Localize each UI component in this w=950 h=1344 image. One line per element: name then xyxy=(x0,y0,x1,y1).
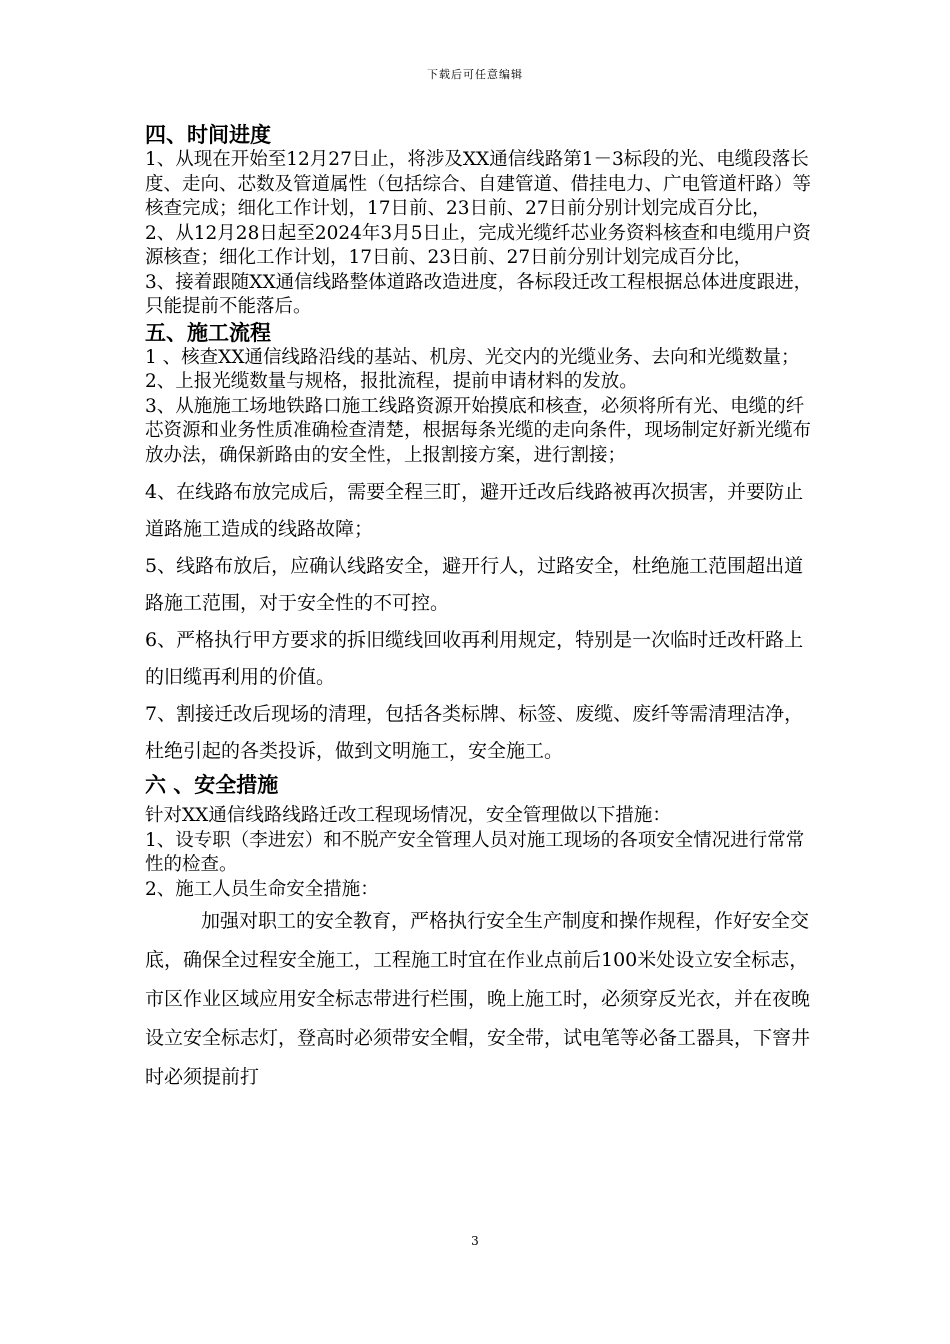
safety-intro: 针对XX通信线路线路迁改工程现场情况，安全管理做以下措施： xyxy=(145,805,671,826)
section-title-safety: 六 、安全措施 xyxy=(145,773,279,797)
document-body xyxy=(145,122,815,1097)
process-item-3: 3、从施施工场地铁路口施工线路资源开始摸底和核查，必须将所有光、电缆的纤芯资源和业务性质准确检查清楚，根据每条光缆的走向条件，现场制定好新光缆布放办法，确保新路由的安全性，上报割接方案，进行割接； xyxy=(145,395,812,466)
safety-item-2: 2、施工人员生命安全措施： xyxy=(145,878,379,900)
page-number: 3 xyxy=(471,1234,479,1248)
schedule-item-3: 3、接着跟随XX通信线路整体道路改造进度，各标段迁改工程根据总体进度跟进，只能提前不能落后。 xyxy=(145,271,813,317)
process-item-2: 2、上报光缆数量与规格，报批流程，提前申请材料的发放。 xyxy=(145,371,638,392)
schedule-item-1: 1、从现在开始至12月27日止，将涉及XX通信线路第1－3标段的光、电缆段落长度、走向、芯数及管道属性（包括综合、自建管道、借挂电力、广电管道杆路）等核查完成；细化工作计划，17日前、23日前、27日前分别计划完成百分比， xyxy=(145,149,812,219)
safety-body-paragraph: 加强对职工的安全教育，严格执行安全生产制度和操作规程，作好安全交底，确保全过程安全施工，工程施工时宜在作业点前后100米处设立安全标志，市区作业区域应用安全标志带进行栏围，晚上施工时，必须穿反光衣，并在夜晚设立安全标志灯，登高时必须带安全帽，安全带，试电笔等必备工器具，下窨井时必须提前打 xyxy=(145,910,811,1088)
process-item-4: 4、在线路布放完成后，需要全程三盯，避开迁改后线路被再次损害，并要防止道路施工造成的线路故障； xyxy=(145,481,804,540)
process-item-7: 7、割接迁改后现场的清理，包括各类标牌、标签、废缆、废纤等需清理洁净，杜绝引起的各类投诉，做到文明施工，安全施工。 xyxy=(145,703,804,762)
page-header-note: 下载后可任意编辑 xyxy=(427,68,523,81)
schedule-item-2: 2、从12月28日起至2024年3月5日止，完成光缆纤芯业务资料核查和电缆用户资源核查；细化工作计划，17日前、23日前、27日前分别计划完成百分比， xyxy=(145,222,811,268)
section-title-process: 五、施工流程 xyxy=(145,320,271,345)
process-item-1: 1 、核查XX通信线路沿线的基站、机房、光交内的光缆业务、去向和光缆数量； xyxy=(145,346,800,368)
process-item-6: 6、严格执行甲方要求的拆旧缆线回收再利用规定，特别是一次临时迁改杆路上的旧缆再利用的价值。 xyxy=(145,629,804,688)
process-item-5: 5、线路布放后，应确认线路安全，避开行人，过路安全，杜绝施工范围超出道路施工范围，对于安全性的不可控。 xyxy=(145,555,804,614)
section-title-schedule: 四、时间进度 xyxy=(145,123,271,147)
safety-item-1: 1、设专职（李进宏）和不脱产安全管理人员对施工现场的各项安全情况进行常常性的检查。 xyxy=(145,829,805,875)
